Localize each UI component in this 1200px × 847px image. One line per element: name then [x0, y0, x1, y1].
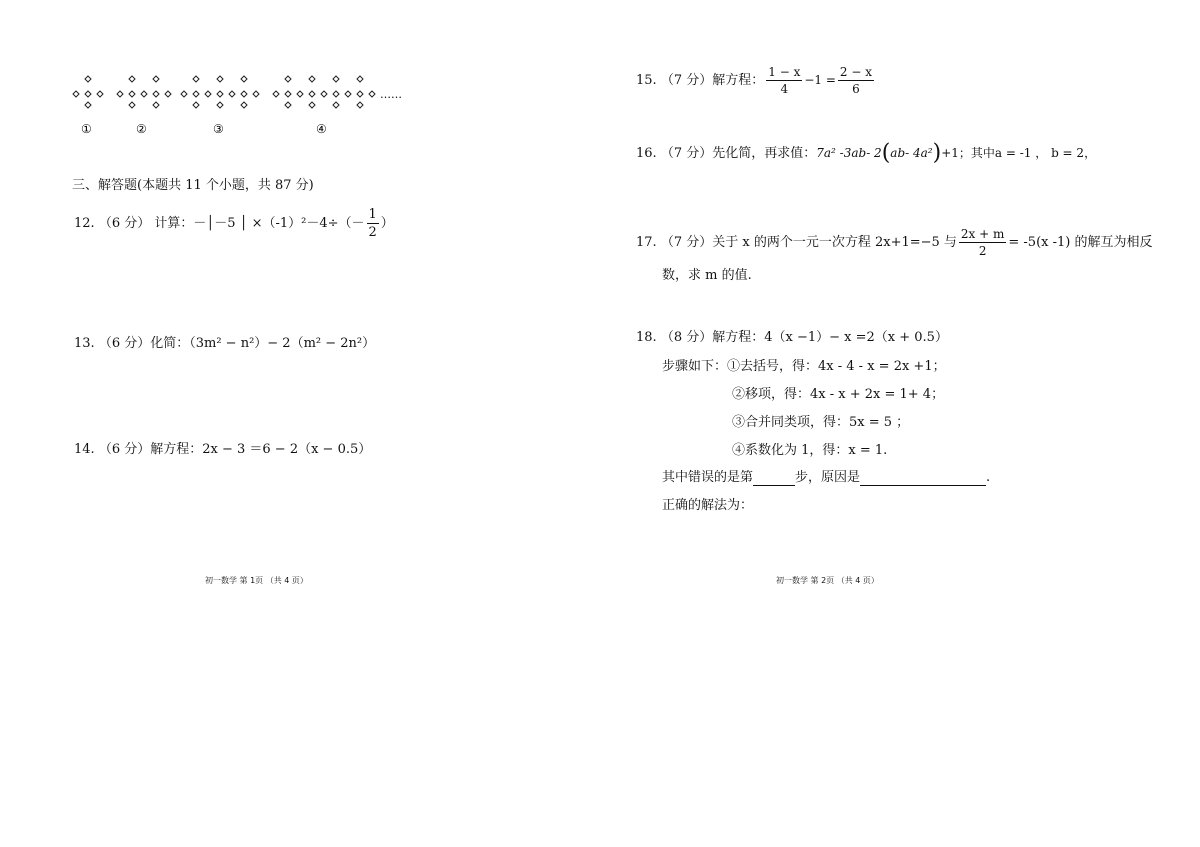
- q15-points: （7 分）: [660, 73, 713, 88]
- q16-number: 16.: [636, 146, 657, 161]
- q12-number: 12.: [74, 216, 95, 231]
- page-footer-left: 初一数学 第 1页 （共 4 页）: [205, 576, 308, 585]
- q18-title: 解方程：4（x −1）− x =2（x + 0.5）: [712, 330, 948, 345]
- pattern-label-3: ③: [213, 122, 224, 136]
- question-13: [74, 332, 375, 351]
- q18-step-3: ③合并同类项，得：5x = 5 ；: [732, 415, 910, 430]
- q16-label: 先化简，再求值：: [712, 146, 817, 161]
- question-15: [636, 66, 876, 95]
- q15-f1-numerator: 1 − x: [768, 65, 801, 79]
- q18-error-end: .: [986, 470, 991, 485]
- q17-points: （7 分）: [660, 235, 713, 250]
- q18-error-line: [662, 466, 990, 486]
- pattern-label-2: ②: [136, 122, 147, 136]
- q15-f2-numerator: 2 − x: [839, 65, 872, 79]
- section-title: 三、解答题(本题共 11 个小题，共 87 分): [72, 178, 314, 193]
- pattern-2-diamonds: [117, 76, 171, 108]
- q15-label: 解方程：: [712, 73, 765, 88]
- q15-number: 15.: [636, 73, 657, 88]
- q12-frac-numerator: 1: [368, 207, 377, 222]
- q14-text: 解方程：2x − 3 ＝6 − 2（x − 0.5）: [150, 442, 372, 457]
- q17-frac-numerator: 2x + m: [960, 227, 1005, 241]
- q16-points: （7 分）: [660, 146, 713, 161]
- q12-points: （6 分）: [98, 216, 151, 231]
- question-14: [74, 438, 371, 457]
- q14-number: 14.: [74, 442, 95, 457]
- q13-text: 化简：（3m² − n²）− 2（m² − 2n²）: [150, 336, 376, 351]
- q15-fraction-2: [838, 66, 874, 95]
- page-footer-right: 初一数学 第 2页 （共 4 页）: [776, 576, 879, 585]
- q18-steps-row-1: [662, 355, 946, 374]
- q12-text-end: ）: [380, 216, 394, 231]
- question-16: [636, 142, 1096, 165]
- pattern-1-diamonds: [73, 76, 103, 108]
- q13-points: （6 分）: [98, 336, 151, 351]
- q17-text: 关于 x 的两个一元一次方程 2x+1=−5 与: [712, 235, 957, 250]
- q18-step-2: ②移项，得：4x - x + 2x = 1+ 4；: [732, 387, 945, 402]
- q18-steps-label: 步骤如下：: [662, 359, 728, 374]
- q18-error-middle: 步，原因是: [795, 470, 861, 485]
- pattern-3-diamonds: [181, 76, 259, 108]
- q15-fraction-1: [766, 66, 802, 95]
- q16-right-paren: ): [932, 140, 942, 166]
- q16-inner-expression: ab- 4a²: [890, 146, 933, 160]
- q12-frac-denominator: 2: [368, 225, 377, 240]
- question-12: [74, 208, 394, 239]
- q14-points: （6 分）: [98, 442, 151, 457]
- q12-fraction: [367, 208, 379, 239]
- q12-text: 计算：－│－5 │ ×（-1）²－4÷（－: [154, 216, 365, 231]
- pattern-label-1: ①: [81, 122, 92, 136]
- q15-middle: −1 =: [804, 73, 836, 87]
- q17-fraction: [959, 228, 1006, 257]
- question-18: [636, 326, 948, 345]
- q16-expression: 7a² -3ab- 2: [816, 146, 882, 160]
- q17-text-end: = -5(x -1) 的解互为相反: [1008, 235, 1153, 250]
- q15-f1-denominator: 4: [780, 82, 789, 96]
- q17-line-2: 数，求 m 的值.: [662, 268, 752, 283]
- q18-step-4: ④系数化为 1，得：x = 1.: [732, 443, 888, 458]
- pattern-ellipsis: ……: [380, 88, 402, 101]
- q15-f2-denominator: 6: [852, 82, 860, 96]
- q18-step-1: ①去括号，得：4x - 4 - x = 2x +1；: [727, 359, 946, 374]
- question-17: [636, 228, 1152, 257]
- q18-correct-label: 正确的解法为：: [662, 498, 754, 513]
- q13-number: 13.: [74, 336, 95, 351]
- pattern-label-4: ④: [316, 122, 327, 136]
- pattern-4-diamonds: [273, 76, 375, 108]
- q18-number: 18.: [636, 330, 657, 345]
- reason-answer-blank[interactable]: [860, 470, 986, 486]
- q17-number: 17.: [636, 235, 657, 250]
- q18-points: （8 分）: [660, 330, 713, 345]
- q16-suffix: +1；其中: [941, 146, 995, 160]
- diamond-pattern-figure: [70, 72, 410, 142]
- q16-condition: a = -1 ， b = 2，: [994, 146, 1097, 160]
- q18-error-prefix: 其中错误的是第: [662, 470, 754, 485]
- q17-frac-denominator: 2: [978, 244, 987, 258]
- q16-left-paren: (: [881, 140, 891, 166]
- step-answer-blank[interactable]: [753, 470, 795, 486]
